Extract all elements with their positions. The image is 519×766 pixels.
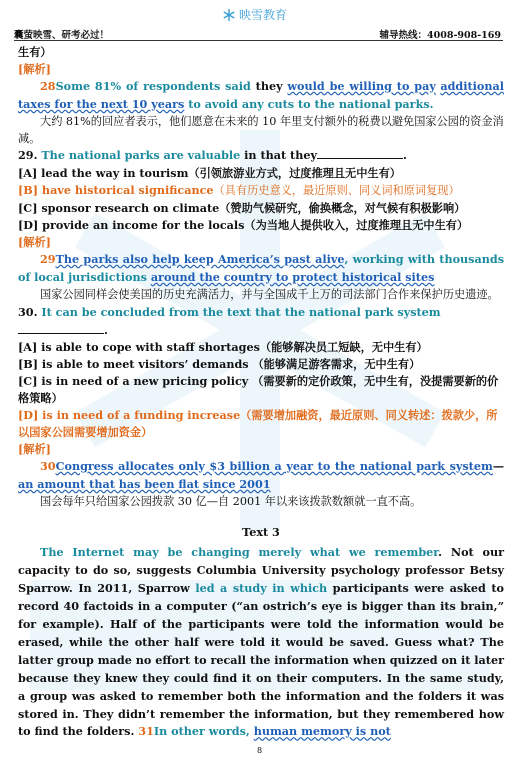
key-phrase: additional taxes for the next 10 years — [18, 78, 504, 111]
stem-text: The national parks are valuable — [41, 148, 241, 163]
quote-text: — — [492, 458, 504, 473]
snowflake-logo-icon — [222, 8, 236, 22]
analysis-label-28: [解析] — [18, 61, 51, 76]
text3-paragraph — [18, 544, 504, 741]
quote-text: to avoid any cuts to the national parks. — [184, 96, 434, 111]
key-phrase: human memory is not — [253, 724, 391, 739]
question-number: 29. — [18, 148, 42, 163]
stem-text: in that they — [240, 148, 317, 163]
option-29-c: [C] sponsor research on climate（赞助气候研究，偷换概念，对气候有积极影响） — [18, 201, 466, 216]
section-title: Text 3 — [242, 525, 280, 540]
document-body — [18, 44, 504, 741]
page-header — [0, 0, 519, 40]
brand-logo — [222, 6, 287, 23]
key-phrase: around the country to protect historical sites — [150, 269, 435, 284]
option-note: （具有历史意义，最近原则、同义词和原词复现） — [213, 184, 460, 198]
question-30-stem — [18, 304, 504, 340]
translation-29: 国家公园同样会使美国的历史充满活力，并与全国成千上万的司法部门合作来保护历史遗迹。 — [40, 287, 499, 301]
stem-text: It can be concluded from the text that the national park system — [41, 304, 441, 319]
analysis-label-30: [解析] — [18, 441, 51, 456]
option-30-a: [A] is able to cope with staff shortages（能够解决员工短缺，无中生有） — [18, 340, 428, 355]
continuation-text: 生有） — [18, 45, 52, 59]
option-text: [B] have historical significance — [18, 183, 214, 198]
option-30-c: [C] is in need of a new pricing policy （需要新的定价政策，无中生有，没提需要新的价格策略） — [18, 374, 499, 406]
option-29-b — [18, 182, 504, 200]
page-number: 8 — [256, 746, 263, 755]
question-number: 30. — [18, 304, 42, 319]
body-text: participants were asked to record 40 factoids in a computer (“an ostrich’s eye is bigger than its brain,” for example). Half of the participants were told the information would be erased, while the other half were told it would be saved. Guess what? The latter group made no effort to recall the information when quizzed on it later because they knew they could find it on their computers. In the same study, a group was asked to remember both the information and the folders it was stored in. They didn’t remember the information, but they remembered how to find the folders. — [18, 581, 505, 739]
key-phrase: an amount that has been flat since 2001 — [18, 476, 271, 491]
question-number: 28 — [40, 78, 56, 93]
option-30-d: [D] is in need of a funding increase（需要增加融资，最近原则、同义转述：拨款少，所以国家公园需要增加资金） — [18, 408, 498, 439]
question-29-stem — [18, 147, 504, 165]
header-slogan: 囊萤映雪、研考必过！ — [14, 30, 110, 41]
quote-text: , working with thousands of local jurisdictions — [18, 251, 504, 284]
translation-28: 大约 81%的回应者表示，他们愿意在未来的 10 年里支付额外的税费以避免国家公园的资金消减。 — [18, 114, 504, 145]
analysis-label-29: [解析] — [18, 234, 51, 249]
answer-blank — [18, 322, 104, 334]
option-29-d: [D] provide an income for the locals（为当地人提供收入，过度推理且无中生有） — [18, 218, 469, 233]
question-number: 31 — [138, 724, 154, 739]
key-phrase: led a study in which — [195, 581, 328, 596]
body-text: . Not our capacity to do so, suggests Columbia University psychology professor Betsy Sparrow. In 2011, Sparrow — [18, 545, 504, 596]
brand-name: 映雪教育 — [239, 8, 288, 22]
quote-text: they — [250, 78, 288, 93]
answer-blank — [317, 147, 403, 159]
analysis-29 — [18, 251, 504, 287]
key-phrase: The parks also help keep America’s past alive — [55, 251, 345, 266]
quote-text: Some 81% of respondents said — [55, 78, 251, 93]
option-29-a: [A] lead the way in tourism（引领旅游业方式，过度推理且无中生有） — [18, 166, 401, 181]
quote-text: The Internet may be changing merely what we remember — [40, 545, 439, 560]
analysis-30 — [18, 458, 504, 494]
stem-text: . — [402, 148, 407, 163]
translation-30: 国会每年只给国家公园拨款 30 亿—自 2001 年以来该拨款数额就一直不高。 — [40, 494, 422, 508]
key-phrase: would be willing to pay — [287, 78, 436, 93]
question-number: 30 — [40, 458, 56, 473]
quote-text: In other words, — [153, 724, 254, 739]
question-number: 29 — [40, 251, 56, 266]
key-phrase: Congress allocates only $3 billion a year to the national park system — [55, 458, 493, 473]
header-hotline: 辅导热线：4008-908-169 — [379, 30, 501, 41]
analysis-28 — [18, 78, 504, 114]
option-30-b: [B] is able to meet visitors’ demands （能够满足游客需求，无中生有） — [18, 357, 421, 372]
header-divider — [14, 40, 503, 41]
stem-text: . — [104, 322, 108, 337]
